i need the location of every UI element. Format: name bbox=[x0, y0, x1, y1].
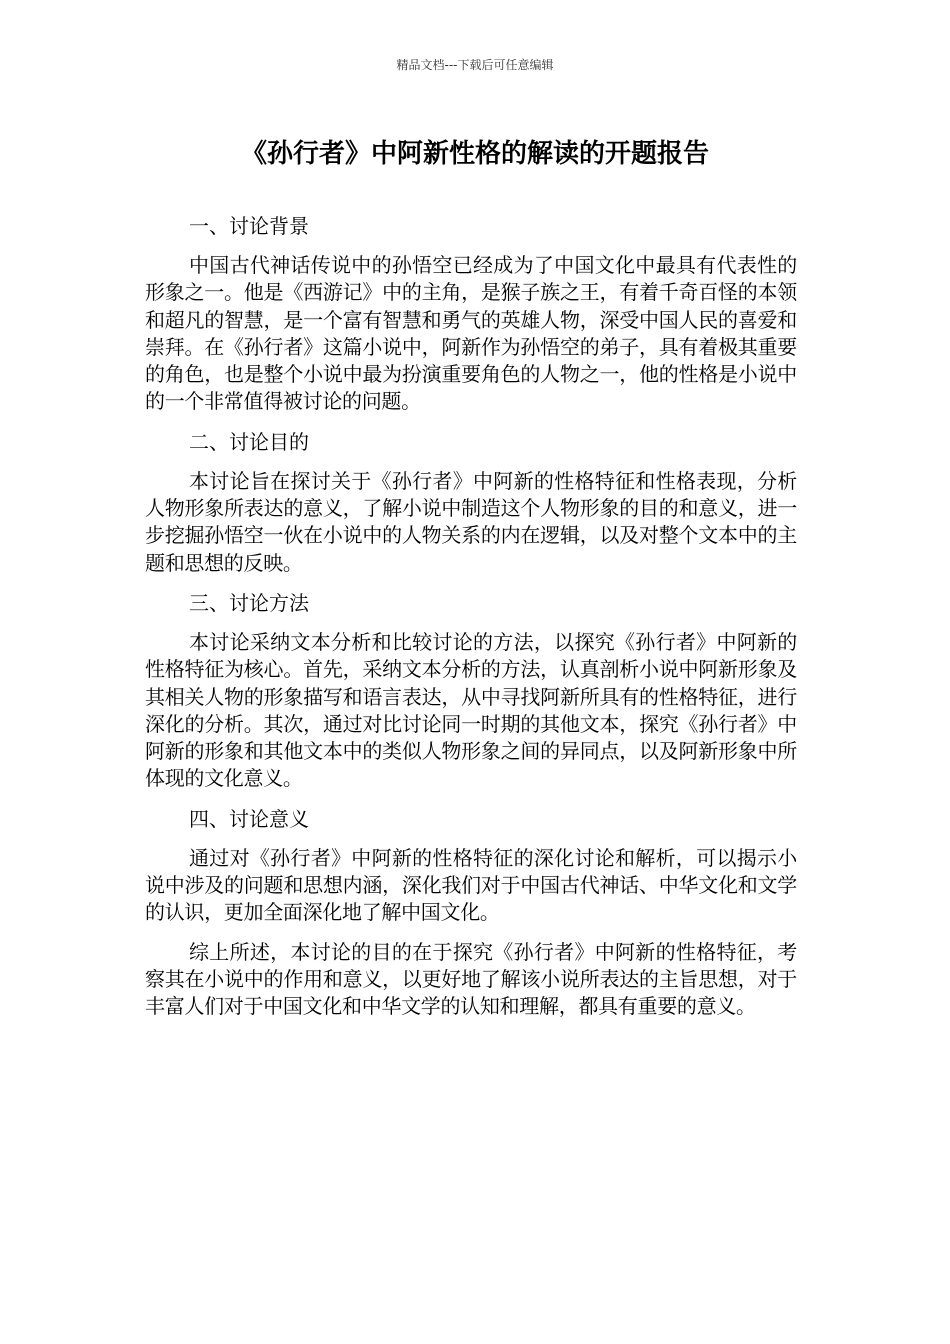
paragraph-purpose: 本讨论旨在探讨关于《孙行者》中阿新的性格特征和性格表现，分析人物形象所表达的意义，了解小说中制造这个人物形象的目的和意义，进一步挖掘孙悟空一伙在小说中的人物关系的内在逻辑，以及对整个文本中的主题和思想的反映。 bbox=[145, 468, 797, 575]
paragraph-significance: 通过对《孙行者》中阿新的性格特征的深化讨论和解析，可以揭示小说中涉及的问题和思想内涵，深化我们对于中国古代神话、中华文化和文学的认识，更加全面深化地了解中国文化。 bbox=[145, 845, 797, 925]
section-heading-background: 一、讨论背景 bbox=[189, 214, 309, 238]
document-title: 《孙行者》中阿新性格的解读的开题报告 bbox=[240, 139, 709, 169]
document-body bbox=[145, 212, 797, 1021]
paragraph-method: 本讨论采纳文本分析和比较讨论的方法，以探究《孙行者》中阿新的性格特征为核心。首先，采纳文本分析的方法，认真剖析小说中阿新形象及其相关人物的形象描写和语言表达，从中寻找阿新所具有的性格特征，进行深化的分析。其次，通过对比讨论同一时期的其他文本，探究《孙行者》中阿新的形象和其他文本中的类似人物形象之间的异同点，以及阿新形象中所体现的文化意义。 bbox=[145, 629, 797, 791]
paragraph-background: 中国古代神话传说中的孙悟空已经成为了中国文化中最具有代表性的形象之一。他是《西游记》中的主角，是猴子族之王，有着千奇百怪的本领和超凡的智慧，是一个富有智慧和勇气的英雄人物，深受中国人民的喜爱和崇拜。在《孙行者》这篇小说中，阿新作为孙悟空的弟子，具有着极其重要的角色，也是整个小说中最为扮演重要角色的人物之一，他的性格是小说中的一个非常值得被讨论的问题。 bbox=[145, 253, 797, 414]
section-heading-significance: 四、讨论意义 bbox=[189, 806, 309, 831]
section-heading-method: 三、讨论方法 bbox=[189, 590, 309, 615]
paragraph-conclusion: 综上所述，本讨论的目的在于探究《孙行者》中阿新的性格特征，考察其在小说中的作用和意义，以更好地了解该小说所表达的主旨思想，对于丰富人们对于中国文化和中华文学的认知和理解，都具有重要的意义。 bbox=[145, 939, 797, 1019]
header-note: 精品文档---下载后可任意编辑 bbox=[396, 58, 554, 72]
section-heading-purpose: 二、讨论目的 bbox=[189, 429, 309, 454]
